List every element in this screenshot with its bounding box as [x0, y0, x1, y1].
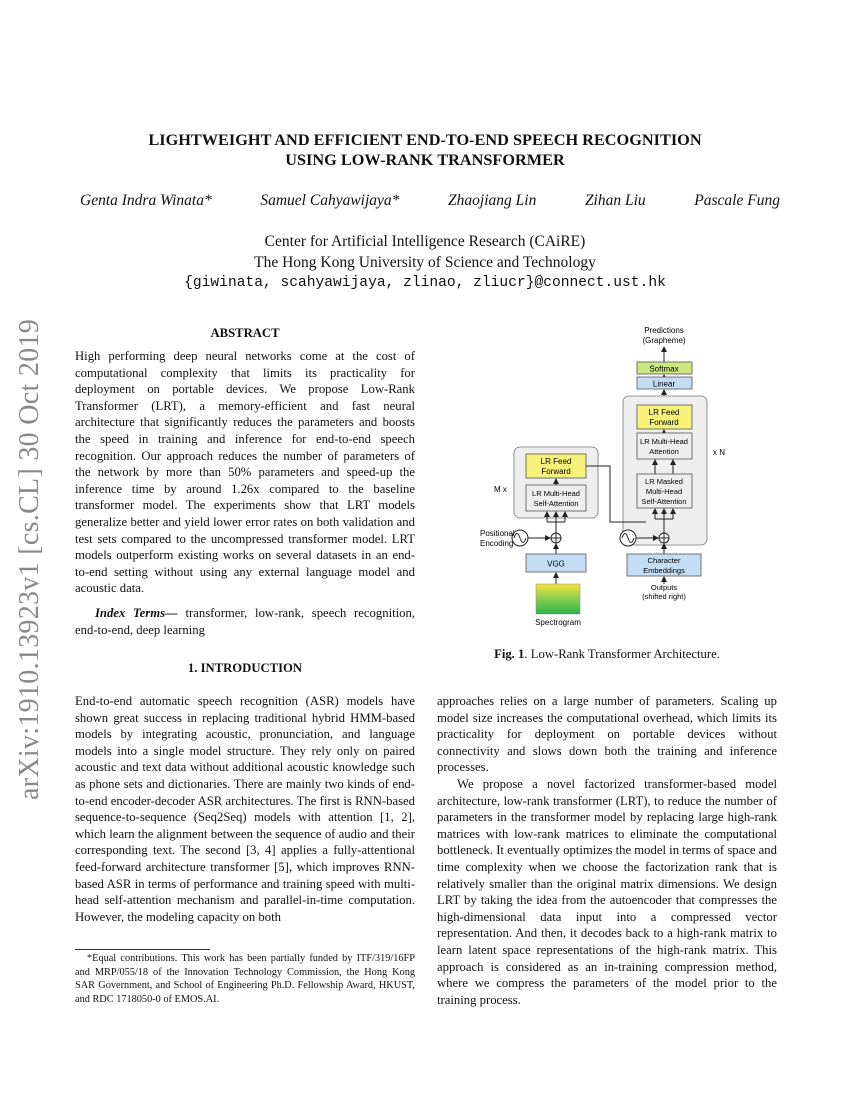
figure-caption	[437, 647, 777, 662]
intro-left-column	[75, 693, 415, 925]
char-embeddings-label: Embeddings	[643, 566, 685, 575]
vgg-label: VGG	[547, 559, 565, 569]
index-terms-text: transformer, low-rank, speech recognition, end-to-end, deep learning	[75, 605, 415, 637]
intro-paragraph: End-to-end automatic speech recognition (ASR) models have shown great success in replacing traditional hybrid HMM-based models by integrating acoustic, pronunciation, and language models into a single model structure. They rely only on paired acoustic and text data without additional acoustic knowledge such as phone sets and dictionaries. There are mainly two kinds of end-to-end encoder-decoder ASR architectures. The first is RNN-based sequence-to-sequence (Seq2Seq) models with attention [1, 2], which learn the alignment between the sequence of audio and their corresponding text. The second [3, 4] applies a fully-attentional feed-forward architecture transformer [5], which improves RNN-based ASR in terms of performance and training speed with multi-head self-attention mechanism and parallel-in-time computation. However, the modeling capacity on both	[75, 694, 415, 924]
decoder-ff-label: LR Feed	[648, 408, 680, 417]
footnote: *Equal contributions. This work has been partially funded by ITF/319/16FP and MRP/055/18 of the Innovation Technology Commission, the Hong Kong SAR Government, and School of Engineering Ph.D. Fellowship Award, HKUST, and RDC 1718050-0 of EMOS.AI.	[75, 953, 415, 1005]
arxiv-identifier: arXiv:1910.13923v1 [cs.CL] 30 Oct 2019	[14, 318, 45, 800]
intro-heading: 1. INTRODUCTION	[187, 661, 303, 675]
decoder-ff-label: Forward	[649, 418, 679, 427]
positional-encoding-label: Positional	[480, 529, 515, 538]
encoder-mha-label: Self-Attention	[533, 499, 579, 508]
author-emails: {giwinata, scahyawijaya, zlinao, zliucr}@connect.ust.hk	[184, 275, 666, 291]
footnote-rule	[75, 949, 210, 950]
encoder-repeat-label: M x	[494, 485, 507, 494]
paper-title	[60, 130, 790, 170]
author: Pascale Fung	[694, 192, 780, 209]
decoder-masked-label: Multi-Head	[645, 487, 683, 496]
index-terms-label: Index Terms—	[95, 605, 178, 620]
abstract-body	[75, 348, 415, 638]
intro-paragraph: We propose a novel factorized transformer-based model architecture, low-rank transformer (LRT), to reduce the number of parameters in the transformer model by replacing large high-rank matrices with low-rank matrices to eliminate the computational bottleneck. It eventually optimizes the model in terms of space and time complexity when we choose the factorization rank that is relatively smaller than the original matrix dimensions. We design LRT by taking the idea from the autoencoder that compresses the high-dimensional data input into a compressed vector representation. And then, it decodes back to a high-rank matrix to learn latent space representations of the high-rank matrix. This approach is considered as an in-training compression method, where we compress the parameters of the model prior to the training process.	[437, 776, 777, 1007]
predictions-label: Predictions	[644, 326, 684, 335]
affiliation-line-1: Center for Artificial Intelligence Research (CAiRE)	[264, 233, 586, 250]
intro-right-column	[437, 693, 777, 1008]
spectrogram-image	[536, 584, 580, 614]
encoder-mha-label: LR Multi-Head	[532, 489, 580, 498]
author: Zihan Liu	[584, 192, 646, 209]
author: Genta Indra Winata*	[80, 192, 212, 209]
author: Zhaojiang Lin	[448, 192, 537, 209]
figure-lrt-architecture	[470, 322, 770, 632]
title-line-1: LIGHTWEIGHT AND EFFICIENT END-TO-END SPEECH RECOGNITION	[148, 130, 702, 149]
index-terms	[75, 605, 415, 638]
title-line-2: USING LOW-RANK TRANSFORMER	[285, 150, 565, 169]
decoder-mha-label: LR Multi-Head	[640, 437, 688, 446]
decoder-repeat-label: x N	[713, 448, 725, 457]
softmax-label: Softmax	[649, 364, 679, 374]
linear-label: Linear	[652, 379, 676, 389]
predictions-sublabel: (Grapheme)	[642, 336, 686, 345]
char-embeddings-label: Character	[647, 556, 681, 565]
author-list	[80, 192, 780, 210]
abstract-text: High performing deep neural networks come at the cost of computational complexity that limits its practicality for deployment on portable devices. We propose Low-Rank Transformer (LRT), a memory-efficient and fast neural architecture that significantly reduces the parameters and boosts the speed in training and inference for end-to-end speech recognition. Our approach reduces the number of parameters of the network by more than 50% parameters and speed-up the inference time by around 1.26x compared to the baseline transformer model. The experiments show that LRT models generalize better and yield lower error rates on both validation and test sets compared to the uncompressed transformer model. LRT models outperform existing works on several datasets in an end-to-end setting without using any external language model and acoustic data.	[75, 349, 415, 596]
spectrogram-label: Spectrogram	[535, 618, 581, 627]
decoder-mha-label: Attention	[649, 447, 679, 456]
decoder-masked-label: Self-Attention	[641, 497, 687, 506]
figure-caption-label: Fig. 1	[494, 647, 525, 661]
abstract-heading: ABSTRACT	[210, 326, 280, 340]
encoder-ff-label: LR Feed	[540, 457, 572, 466]
outputs-label: Outputs	[650, 583, 678, 592]
outputs-sublabel: (shifted right)	[642, 592, 686, 601]
decoder-masked-label: LR Masked	[645, 477, 683, 486]
affiliation-line-2: The Hong Kong University of Science and Technology	[254, 254, 596, 271]
encoder-ff-label: Forward	[541, 467, 571, 476]
intro-paragraph: approaches relies on a large number of parameters. Scaling up model size increases the computational overhead, which limits its practicality for deployment on portable devices without connectivity and slows down both the training and inference processes.	[437, 694, 777, 775]
figure-caption-text: . Low-Rank Transformer Architecture.	[524, 647, 720, 661]
affiliation	[100, 231, 750, 294]
author: Samuel Cahyawijaya*	[260, 192, 400, 209]
positional-encoding-label: Encoding	[480, 539, 514, 548]
